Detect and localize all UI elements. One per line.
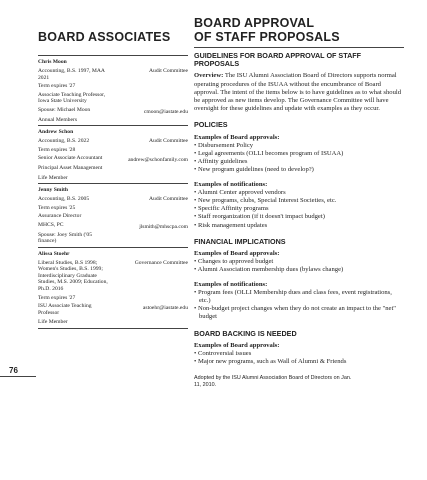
associate-row bbox=[38, 83, 188, 90]
bullet-glyph: • bbox=[194, 166, 197, 174]
bullet-glyph: • bbox=[194, 350, 197, 358]
bullet-item bbox=[194, 222, 404, 230]
associate-name: Andrew Schon bbox=[38, 129, 74, 136]
bullet-glyph: • bbox=[194, 197, 197, 205]
bullet-glyph: • bbox=[194, 205, 197, 213]
section-heading: FINANCIAL IMPLICATIONS bbox=[194, 236, 286, 246]
group-label-text: Examples of notifications: bbox=[194, 180, 268, 188]
associate-row bbox=[38, 155, 188, 162]
bullet-item bbox=[194, 205, 404, 213]
bullet-item bbox=[194, 258, 404, 266]
associate-row bbox=[38, 295, 188, 302]
associate-entry bbox=[38, 248, 188, 329]
page-number: 76 bbox=[0, 366, 36, 377]
title-line-2: OF STAFF PROPOSALS bbox=[194, 30, 340, 44]
group-label-text: Examples of notifications: bbox=[194, 280, 268, 288]
bullet-item bbox=[194, 305, 404, 321]
associate-row bbox=[38, 107, 188, 114]
bullet-item bbox=[194, 197, 404, 205]
bullet-glyph: • bbox=[194, 213, 197, 221]
bullet-item bbox=[194, 158, 404, 166]
associate-detail: MHCS, PC bbox=[38, 221, 64, 228]
bullet-item bbox=[194, 358, 404, 366]
associate-email: jlsmith@mhscpa.com bbox=[139, 223, 188, 230]
bullet-text: Program fees (OLLI Membership dues and class fees, event registrations, etc.) bbox=[197, 288, 392, 305]
associate-note: Life Member bbox=[38, 174, 68, 181]
associate-detail: Accounting, B.S. 1997, MAA 2021 bbox=[38, 68, 105, 81]
associate-row bbox=[38, 303, 188, 316]
bullet-text: Non-budget project changes when they do not create an impact to the "net" budget bbox=[197, 305, 396, 321]
associate-note: Spouse: Joey Smith ('05 finance) bbox=[38, 231, 92, 245]
bullet-list bbox=[194, 189, 404, 230]
group-label bbox=[194, 250, 404, 258]
bullet-text: Specific Affinity programs bbox=[197, 205, 269, 213]
group-label-text: Examples of Board approvals: bbox=[194, 250, 280, 258]
associate-row bbox=[38, 196, 188, 203]
associate-detail: Term expires '25 bbox=[38, 204, 76, 211]
associate-row bbox=[38, 222, 188, 229]
board-approval-title bbox=[194, 16, 404, 44]
bullet-list bbox=[194, 142, 404, 175]
associate-email: cmoon@iastate.edu bbox=[143, 108, 188, 115]
associate-note: Principal Asset Management bbox=[38, 164, 103, 171]
associate-detail: Accounting, B.S. 2005 bbox=[38, 196, 90, 203]
title-line-1: BOARD APPROVAL bbox=[194, 16, 315, 30]
group-label bbox=[194, 281, 404, 289]
associate-name: Alissa Stoehr bbox=[38, 250, 70, 257]
associate-entry bbox=[38, 126, 188, 184]
bullet-item bbox=[194, 266, 404, 274]
associate-row bbox=[38, 92, 188, 105]
bullet-list bbox=[194, 350, 404, 366]
bullet-text: New programs, clubs, Special Interest Societies, etc. bbox=[197, 197, 337, 205]
group-label bbox=[194, 181, 404, 189]
group-label-text: Examples of Board approvals: bbox=[194, 133, 280, 141]
bullet-text: Controversial issues bbox=[197, 350, 252, 358]
associate-note: Life Member bbox=[38, 319, 68, 326]
overview-label: Overview: bbox=[194, 72, 224, 80]
associate-row bbox=[38, 260, 188, 293]
associate-entry bbox=[38, 184, 188, 248]
bullet-glyph: • bbox=[194, 141, 197, 149]
bullet-text: Alumni Association membership dues (bylaws change) bbox=[197, 266, 344, 274]
guidelines-heading: GUIDELINES FOR BOARD APPROVAL OF STAFF PROPOSALS bbox=[194, 51, 362, 69]
committee-label: Audit Committee bbox=[149, 138, 188, 145]
bullet-list bbox=[194, 258, 404, 274]
bullet-glyph: • bbox=[194, 358, 197, 366]
section-heading: BOARD BACKING IS NEEDED bbox=[194, 328, 297, 338]
associate-detail: ISU Associate Teaching Professor bbox=[38, 303, 92, 316]
adoption-note: Adopted by the ISU Alumni Association Board of Directors on Jan. 11, 2010. bbox=[194, 374, 352, 388]
bullet-text: New program guidelines (need to develop?) bbox=[197, 166, 314, 174]
bullet-text: Risk management updates bbox=[197, 221, 268, 229]
bullet-glyph: • bbox=[194, 266, 197, 274]
bullet-text: Affinity guidelines bbox=[197, 158, 248, 166]
overview-text: The ISU Alumni Association Board of Directors supports normal operating procedures of the ISUAA without the encumbrance of Board approval. The intent of the items below is to have guidelines as to what should be approved as new items develop. The Governance Committee will have oversight for these guidelines and update with examples as they occur. bbox=[194, 72, 401, 113]
bullet-text: Disbursement Policy bbox=[197, 141, 254, 149]
bullet-item bbox=[194, 350, 404, 358]
bullet-glyph: • bbox=[194, 221, 197, 229]
bullet-text: Changes to approved budget bbox=[197, 258, 274, 266]
bullet-list bbox=[194, 289, 404, 322]
bullet-text: Legal agreements (OLLI becomes program of ISUAA) bbox=[197, 150, 344, 158]
associate-row bbox=[38, 138, 188, 145]
committee-label: Audit Committee bbox=[149, 196, 188, 203]
bullet-item bbox=[194, 213, 404, 221]
board-associates-column bbox=[38, 30, 188, 329]
section-heading: POLICIES bbox=[194, 120, 228, 130]
bullet-glyph: • bbox=[194, 305, 197, 313]
group-label bbox=[194, 134, 404, 142]
associates-list bbox=[38, 56, 188, 329]
group-label-text: Examples of Board approvals: bbox=[194, 341, 280, 349]
bullet-text: Alumni Center approved vendors bbox=[197, 188, 286, 196]
associate-email: andrew@schonfamily.com bbox=[128, 157, 188, 164]
associate-row bbox=[38, 68, 188, 81]
approval-sections bbox=[194, 121, 404, 366]
bullet-glyph: • bbox=[194, 258, 197, 266]
associate-name: Chris Moon bbox=[38, 59, 67, 65]
approval-divider bbox=[194, 47, 404, 48]
group-label bbox=[194, 342, 404, 350]
bullet-item bbox=[194, 189, 404, 197]
committee-label: Audit Committee bbox=[149, 68, 188, 74]
associate-detail: Term expires '28 bbox=[38, 146, 76, 153]
associate-detail: Liberal Studies, B.S 1998; Women's Studies, B.S. 1999; Interdisciplinary Graduate Studies, M.S. 2009; Education, Ph.D. 2016 bbox=[38, 259, 108, 293]
bullet-text: Staff reorganization (if it doesn't impact budget) bbox=[197, 213, 325, 221]
associate-detail: Term expires '27 bbox=[38, 83, 76, 90]
overview-paragraph bbox=[194, 72, 404, 113]
bullet-item bbox=[194, 142, 404, 150]
board-approval-column bbox=[194, 16, 404, 389]
associate-email: astoehr@iastate.edu bbox=[142, 305, 188, 312]
associate-detail: Spouse: Michael Moon bbox=[38, 106, 91, 113]
bullet-item bbox=[194, 289, 404, 305]
bullet-item bbox=[194, 166, 404, 174]
associate-detail: Associate Teaching Professor, Iowa State University bbox=[38, 91, 106, 105]
associate-entry bbox=[38, 56, 188, 126]
bullet-glyph: • bbox=[194, 158, 197, 166]
bullet-glyph: • bbox=[194, 288, 197, 296]
committee-label: Governance Committee bbox=[134, 259, 188, 266]
associate-row bbox=[38, 213, 188, 220]
associate-row bbox=[38, 147, 188, 154]
associate-detail: Senior Associate Accountant bbox=[38, 155, 103, 162]
bullet-text: Major new programs, such as Wall of Alumni & Friends bbox=[197, 358, 347, 366]
associate-row bbox=[38, 205, 188, 212]
associate-note: Annual Members bbox=[38, 116, 77, 123]
associate-detail: Assurance Director bbox=[38, 213, 82, 220]
associate-detail: Term expires '27 bbox=[38, 294, 76, 301]
bullet-glyph: • bbox=[194, 150, 197, 158]
bullet-item bbox=[194, 150, 404, 158]
associate-name: Jenny Smith bbox=[38, 187, 68, 194]
associate-detail: Accounting, B.S. 2022 bbox=[38, 138, 90, 145]
bullet-glyph: • bbox=[194, 188, 197, 196]
board-associates-title: BOARD ASSOCIATES bbox=[38, 30, 171, 44]
